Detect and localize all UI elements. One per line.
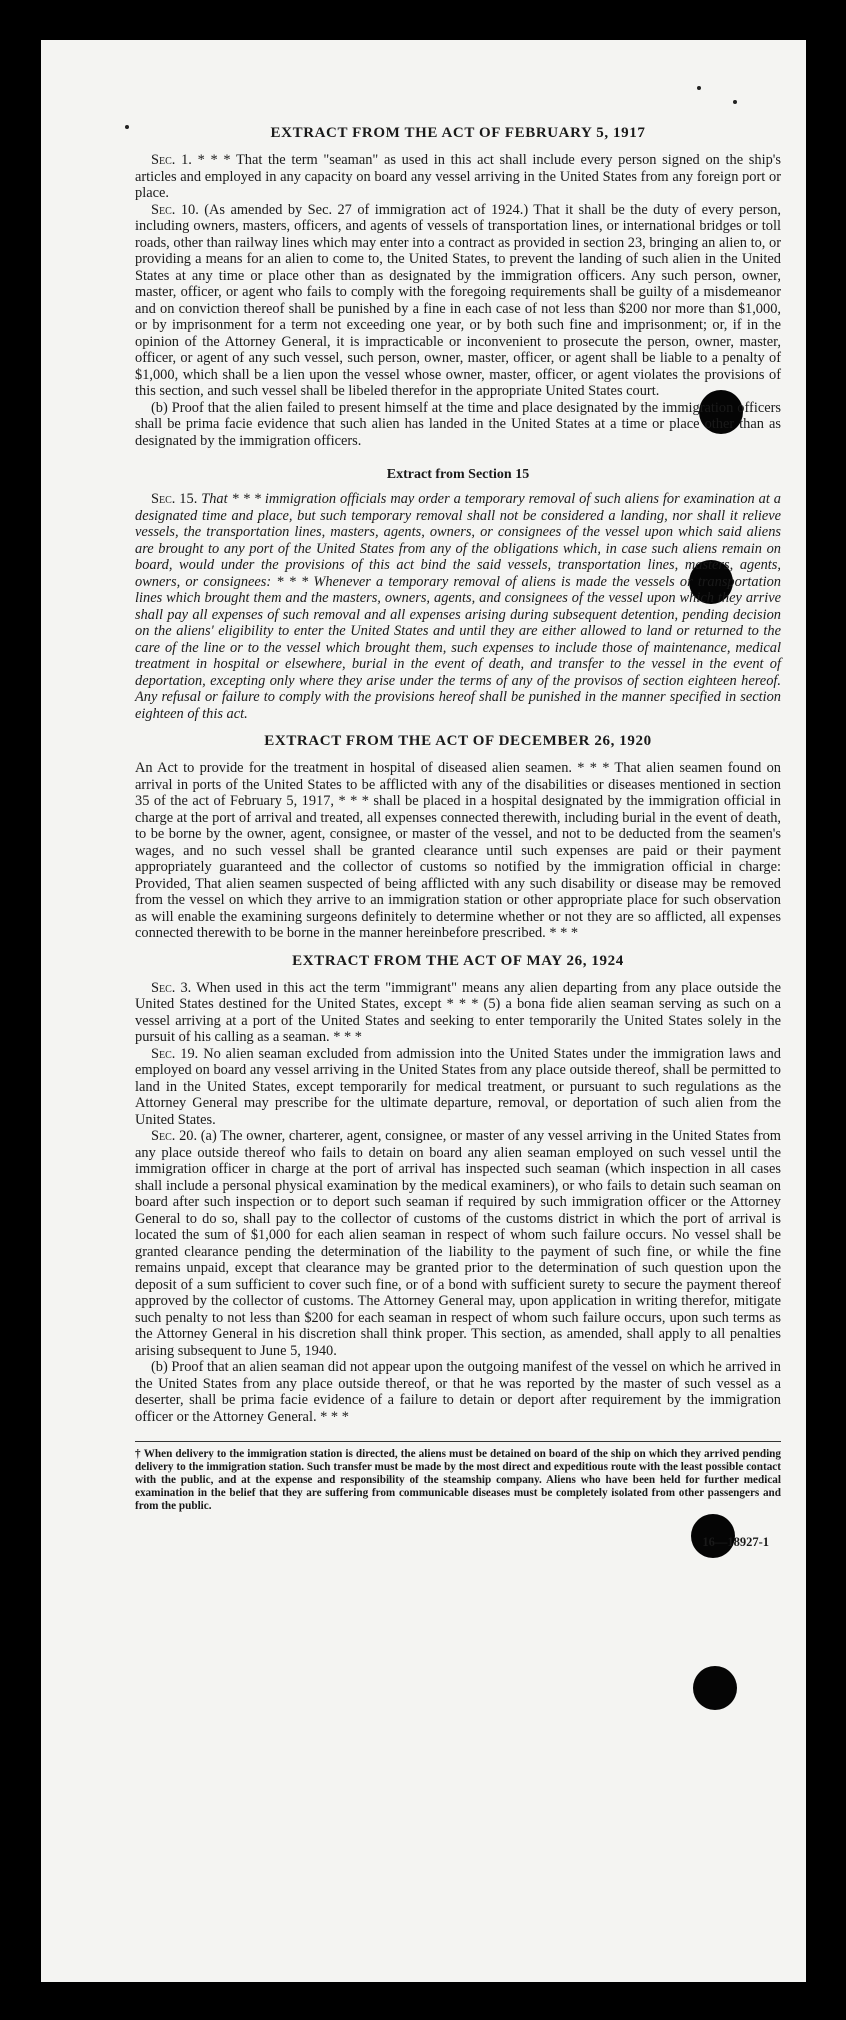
footnote-text: † When delivery to the immigration station is directed, the aliens must be detained on board of the ship on which they arrived pending delivery to the immigration station. Such transfer must be made by the most direct and expeditious route with the least possible contact with the public, and at the expense and responsibility of the steamship company. Aliens who have been held for further medical examination in the belief that they are suffering from communicable diseases must be completely isolated from other passengers and from the public. bbox=[135, 1448, 781, 1512]
document-page bbox=[41, 40, 806, 1982]
paragraph-text: When used in this act the term "immigrant" means any alien departing from any place outside the United States destined for the United States, except * * * (5) a bona fide alien seaman serving as such on a vessel arriving at a port of the United States and seeking to enter temporarily the United States solely in the pursuit of his calling as a seaman. * * * bbox=[135, 979, 781, 1045]
section-number: Sec. 10. bbox=[151, 201, 199, 218]
section-heading-may-1924: EXTRACT FROM THE ACT OF MAY 26, 1924 bbox=[292, 952, 624, 969]
paragraph-sec-20-b: (b) Proof that an alien seaman did not appear upon the outgoing manifest of the vessel on which he arrived in the United States from any place outside thereof, or that he was reported by the master of such vessel as a deserter, shall be prima facie evidence of a failure to detain or deport after requirement by the immigration officer or the Attorney General. * * * bbox=[135, 1359, 781, 1425]
form-number: 16—18927-1 bbox=[702, 1535, 769, 1549]
paragraph-sec-1 bbox=[135, 152, 781, 202]
paragraph-text: No alien seaman excluded from admission into the United States under the immigration laws and employed on board any vessel arriving in the United States from any place outside thereof, shall be permitted to land in the United States, except temporarily for medical treatment, or pursuant to such regulations as the Attorney General may prescribe for the ultimate departure, removal, or deportation of such alien from the United States. bbox=[135, 1045, 781, 1128]
document-body bbox=[135, 124, 781, 1550]
section-number: Sec. 1. bbox=[151, 152, 192, 168]
speck bbox=[125, 125, 129, 129]
section-number: Sec. 15. bbox=[151, 491, 198, 507]
paragraph-sec-10-b: (b) Proof that the alien failed to present himself at the time and place designated by the immigration officers shall be prima facie evidence that such alien has landed in the United States at a time or place other than as designated by the immigration officers. bbox=[135, 399, 781, 449]
paragraph-sec-19 bbox=[135, 1046, 781, 1129]
paragraph-sec-20-a bbox=[135, 1128, 781, 1359]
speck bbox=[733, 100, 737, 104]
paragraph-text: (As amended by Sec. 27 of immigration act of 1924.) That it shall be the duty of every person, including owners, masters, officers, and agents of vessels of transportation lines, or international bridges or toll roads, other than railway lines which may enter into a contract as provided in section 23, bringing an alien to, or providing a means for an alien to come to, the United States, to prevent the landing of such alien in the United States at any time or place other than as designated by the immigration officers. Any such person, owner, master, officer, or agent who fails to comply with the foregoing requirements shall be guilty of a misdemeanor and on conviction thereof shall be punished by a fine in each case of not less than $200 nor more than $1,000, or by imprisonment for a term not exceeding one year, or by both such fine and imprisonment; or, if in the opinion of the Attorney General, it is impracticable or inconvenient to prosecute the person, owner, master, officer, or agent of any such vessel, such person, owner, master, officer, or agent shall be liable to a penalty of $1,000, which shall be a lien upon the vessel whose owner, master, officer, or agent violates the provisions of this section, and such vessel shall be libeled therefor in the appropriate United States court. bbox=[135, 201, 781, 399]
paragraph-text: That * * * immigration officials may order a temporary removal of such aliens for examination at a designated time and place, but such temporary removal shall not be considered a landing, nor shall it relieve vessels, the transportation lines, masters, agents, owners, or consignees of the vessel upon which said aliens are brought to any port of the United States from any of the obligations which, in case such aliens remain on board, would under the provisions of this act bind the said vessels, transportation lines, masters, agents, owners, or consignees: * * * Whenever a temporary removal of aliens is made the vessels or transportation lines which brought them and the masters, owners, agents, and consignees of the vessel upon which they arrive shall pay all expenses of such removal and all expenses arising during subsequent detention, pending decision on the aliens' eligibility to enter the United States and until they are either allowed to land or returned to the care of the line or to the vessel which brought them, such expenses to include those of maintenance, medical treatment in hospital or elsewhere, burial in the event of death, and transfer to the vessel in the event of deportation, excepting only where they arise under the terms of any of the provisos of section eighteen hereof. Any refusal or failure to comply with the provisions hereof shall be punished in the manner specified in section eighteen of this act. bbox=[135, 491, 781, 722]
section-number: Sec. 3. bbox=[151, 979, 192, 996]
section-heading-feb-1917: EXTRACT FROM THE ACT OF FEBRUARY 5, 1917 bbox=[270, 125, 646, 141]
paragraph-sec-10 bbox=[135, 202, 781, 400]
punch-hole bbox=[693, 1666, 737, 1710]
footnote bbox=[135, 1441, 781, 1513]
paragraph-sec-3 bbox=[135, 980, 781, 1046]
section-heading-section-15: Extract from Section 15 bbox=[386, 467, 530, 482]
section-number: Sec. 20. bbox=[151, 1128, 198, 1144]
paragraph-text: * * * That the term "seaman" as used in this act shall include every person signed on the ship's articles and employed in any capacity on board any vessel arriving in the United States from any foreign port or place. bbox=[135, 152, 781, 201]
speck bbox=[697, 86, 701, 90]
paragraph-text: (a) The owner, charterer, agent, consignee, or master of any vessel arriving in the United States from any place outside thereof who fails to detain on board any alien seaman employed on such vessel until the immigration officer in charge at the port of arrival has inspected such seaman (which inspection in all cases shall include a personal physical examination by the medical examiners), or who fails to detain such seaman on board after such inspection or to deport such seaman if required by such immigration officer or the Attorney General to do so, shall pay to the collector of customs of the customs district in which the port of arrival is located the sum of $1,000 for each alien seaman in respect of whom such failure occurs. No vessel shall be granted clearance pending the determination of the liability to the payment of such fine, or while the fine remains unpaid, except that clearance may be granted prior to the determination of such question upon the deposit of a sum sufficient to cover such fine, or of a bond with sufficient surety to secure the payment thereof approved by the collector of customs. The Attorney General may, upon application in writing therefor, mitigate such penalty to not less than $200 for each seaman in respect of whom such failure occurs, upon such terms as the Attorney General in his discretion shall think proper. This section, as amended, shall apply to all penalties arising subsequent to June 5, 1940. bbox=[135, 1128, 782, 1359]
paragraph-sec-15 bbox=[135, 491, 781, 722]
paragraph-act-1920: An Act to provide for the treatment in hospital of diseased alien seamen. * * * That alien seamen found on arrival in ports of the United States to be afflicted with any of the disabilities or diseases mentioned in section 35 of the act of February 5, 1917, * * * shall be placed in a hospital designated by the immigration official in charge at the port of arrival and treated, all expenses connected therewith, including burial in the event of death, to be borne by the owner, agent, consignee, or master of the vessel, and not to be deducted from the seamen's wages, and no such vessel shall be granted clearance until such expenses are paid or their payment appropriately guaranteed and the collector of customs so notified by the immigration official in charge: Provided, That alien seamen suspected of being afflicted with any such disability or disease may be removed from the vessel on which they arrive to an immigration station or other appropriate place for such observation as will enable the examining surgeons definitely to determine whether or not they are so afflicted, all expenses connected therewith to be borne in the manner hereinbefore prescribed. * * * bbox=[135, 760, 781, 941]
section-number: Sec. 19. bbox=[151, 1045, 199, 1062]
section-heading-dec-1920: EXTRACT FROM THE ACT OF DECEMBER 26, 1920 bbox=[264, 733, 652, 749]
